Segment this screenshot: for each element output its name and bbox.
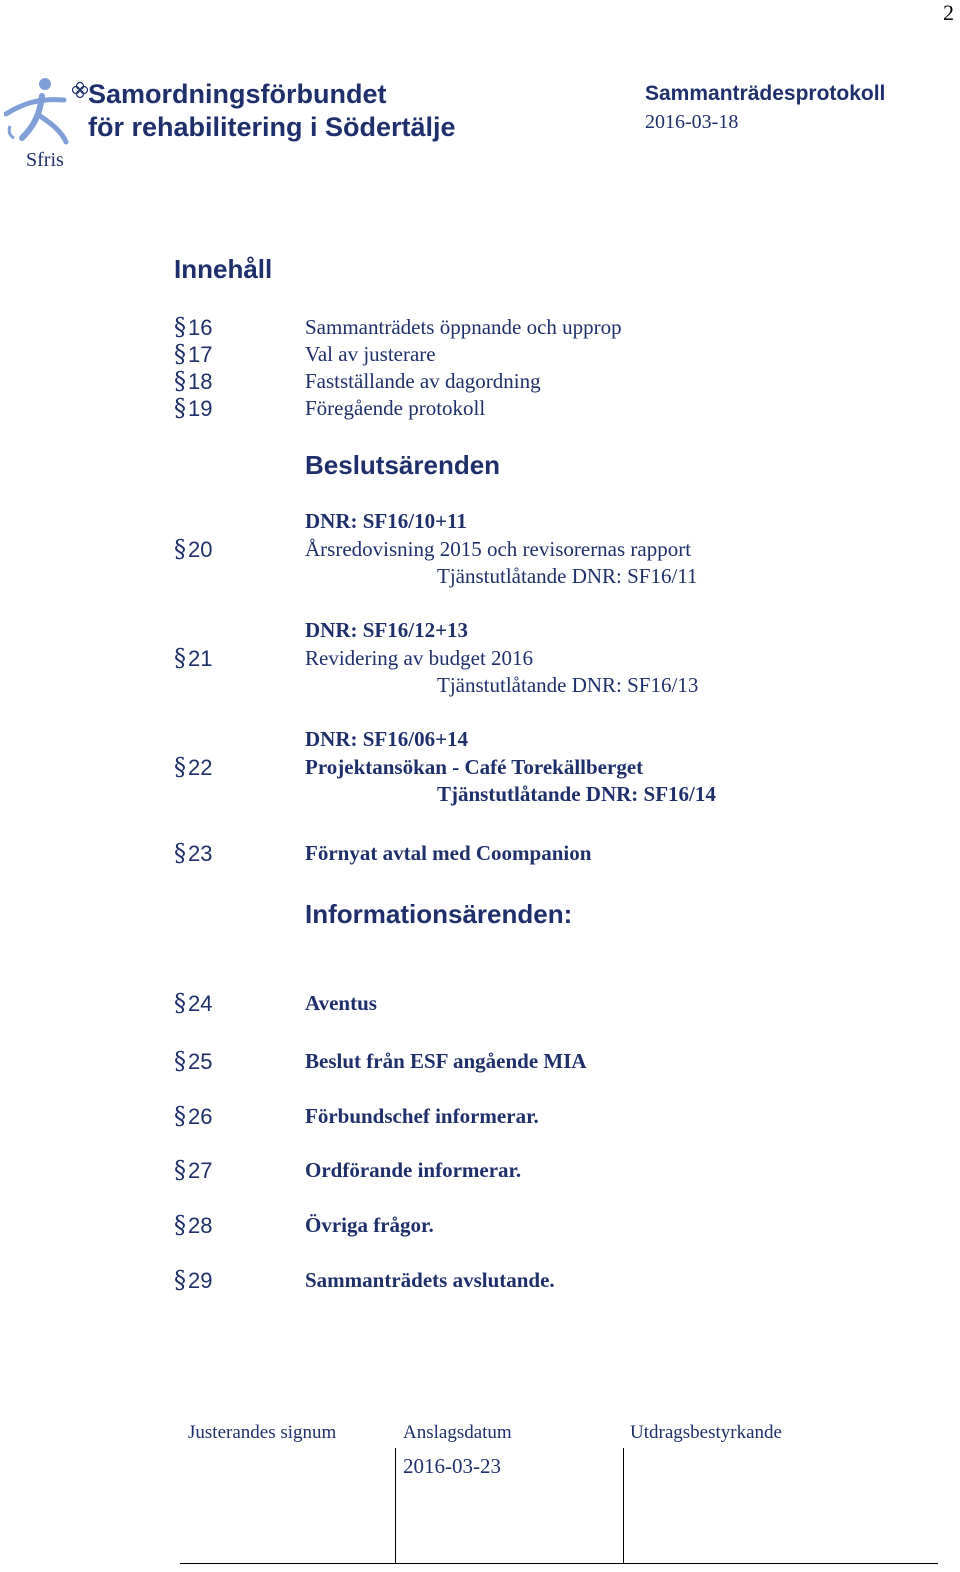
paragraph-number: §18 (174, 367, 213, 395)
statement-reference: Tjänstutlåtande DNR: SF16/14 (437, 782, 716, 806)
footer-certification-label: Utdragsbestyrkande (630, 1422, 782, 1443)
item-title: Sammanträdets öppnande och upprop (305, 315, 622, 339)
document-type: Sammanträdesprotokoll (645, 82, 886, 105)
item-title: Projektansökan - Café Torekällberget (305, 755, 644, 779)
footer-posting-date: 2016-03-23 (403, 1454, 501, 1478)
section-symbol: § (174, 989, 186, 1017)
paragraph-number: §22 (174, 753, 213, 781)
section-symbol: § (174, 1266, 186, 1294)
logo-text: Sfris (26, 149, 64, 171)
paragraph-number: §16 (174, 313, 213, 341)
item-title: Sammanträdets avslutande. (305, 1268, 555, 1292)
footer-posting-date-label: Anslagsdatum (403, 1422, 512, 1443)
item-title: Fastställande av dagordning (305, 369, 541, 393)
footer-divider (623, 1448, 624, 1564)
section-symbol: § (174, 1047, 186, 1075)
item-title: Ordförande informerar. (305, 1158, 522, 1182)
paragraph-number: §17 (174, 340, 213, 368)
item-title: Revidering av budget 2016 (305, 646, 534, 670)
section-symbol: § (174, 753, 186, 781)
paragraph-number: §29 (174, 1266, 213, 1294)
contents-heading: Innehåll (174, 254, 273, 284)
information-section-heading: Informationsärenden: (305, 899, 573, 929)
footer-signature-label: Justerandes signum (188, 1422, 337, 1443)
item-title: Val av justerare (305, 342, 436, 366)
item-title: Förbundschef informerar. (305, 1104, 539, 1128)
dnr-label: DNR: SF16/10+11 (305, 509, 467, 533)
page-number: 2 (943, 0, 954, 25)
item-title: Årsredovisning 2015 och revisorernas rapport (305, 537, 692, 561)
paragraph-number: §23 (174, 839, 213, 867)
document-date: 2016-03-18 (645, 111, 739, 133)
paragraph-number: §27 (174, 1156, 213, 1184)
footer-divider (395, 1448, 396, 1564)
sfris-logo (4, 76, 94, 172)
paragraph-number: §20 (174, 535, 213, 563)
dnr-label: DNR: SF16/06+14 (305, 727, 469, 751)
statement-reference: Tjänstutlåtande DNR: SF16/11 (437, 564, 698, 588)
section-symbol: § (174, 1156, 186, 1184)
section-symbol: § (174, 1211, 186, 1239)
section-symbol: § (174, 1102, 186, 1130)
paragraph-number: §25 (174, 1047, 213, 1075)
item-title: Beslut från ESF angående MIA (305, 1049, 587, 1073)
paragraph-number: §19 (174, 394, 213, 422)
item-title: Föregående protokoll (305, 396, 486, 420)
section-symbol: § (174, 839, 186, 867)
paragraph-number: §21 (174, 644, 213, 672)
item-title: Förnyat avtal med Coompanion (305, 841, 592, 865)
paragraph-number: §26 (174, 1102, 213, 1130)
section-symbol: § (174, 313, 186, 341)
item-title: Övriga frågor. (305, 1213, 434, 1237)
decision-section-heading: Beslutsärenden (305, 450, 501, 480)
item-title: Aventus (305, 991, 377, 1015)
dnr-label: DNR: SF16/12+13 (305, 618, 469, 642)
section-symbol: § (174, 644, 186, 672)
organization-name-line1: Samordningsförbundet (88, 79, 387, 109)
section-symbol: § (174, 367, 186, 395)
paragraph-number: §24 (174, 989, 213, 1017)
section-symbol: § (174, 394, 186, 422)
footer-bottom-rule (180, 1563, 938, 1564)
paragraph-number: §28 (174, 1211, 213, 1239)
section-symbol: § (174, 340, 186, 368)
statement-reference: Tjänstutlåtande DNR: SF16/13 (437, 673, 699, 697)
organization-name-line2: för rehabilitering i Södertälje (88, 112, 456, 142)
section-symbol: § (174, 535, 186, 563)
